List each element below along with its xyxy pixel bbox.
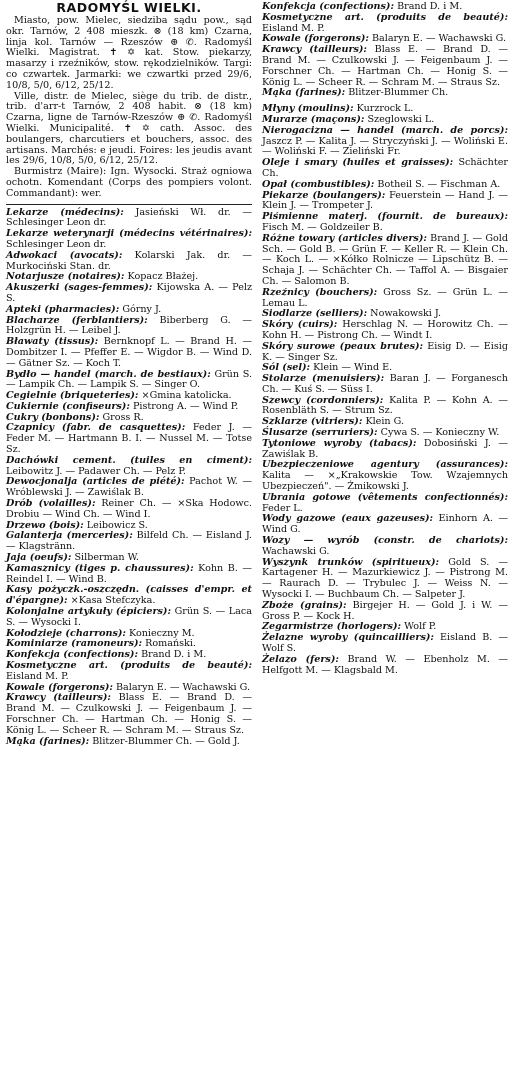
intro-french: Ville, distr. de Mielec, siège du trib. de distr., trib. d'arr-t Tarnów, 2 408 habit. ⊗ (18 km) Czarna, ligne de Tarnów-Rzeszów ⊕ ✆. Radomyśl Wielki. Municipalité. ✝ ✡ cath. Assoc. des boulangers, charcutiers et bouchers, assoc. des artisans. Marchés: e jeudi. Foires: les jeudis avant les 29/6, 10/8, 5/0, 6/12, 25/12. <box>6 90 252 167</box>
directory-entry <box>262 320 508 342</box>
trade-heading: Wody gazowe (eaux gazeuses): <box>262 513 434 525</box>
trade-heading: Akuszerki (sages-femmes): <box>6 282 153 294</box>
directory-entry <box>262 655 508 677</box>
entry-names: Schächter Ch. <box>262 157 508 179</box>
trade-heading: Tytoniowe wyroby (tabacs): <box>262 437 417 449</box>
directory-entry <box>262 13 508 35</box>
entry-names: Kalita P. — Kohn A. — Rosenbläth S. — Strum Sz. <box>262 394 508 417</box>
entry-names: Wachawski G. <box>262 545 330 557</box>
trade-heading: Galanterja (merceries): <box>6 530 133 542</box>
trade-heading: Opał (combustibles): <box>262 178 375 190</box>
entry-names: Jaszcz P. — Kalita J. — Stryczyński J. — Woliński E. — Woliński F. — Zieliński Fr. <box>262 135 508 158</box>
section-divider <box>6 204 252 205</box>
trade-heading: Drób (volailles): <box>6 498 96 510</box>
entry-names: ×Kasa Stefczyka. <box>70 595 156 607</box>
trade-heading: Rzeźnicy (bouchers): <box>262 286 378 298</box>
trade-heading: Skóry surowe (peaux brutes): <box>262 340 424 352</box>
entry-names: Baran J. — Forganesch Ch. — Kuś S. — Süss I. <box>262 373 508 395</box>
directory-entry <box>6 229 252 251</box>
trade-heading: Adwokaci (avocats): <box>6 249 123 261</box>
directory-entry <box>262 234 508 288</box>
entry-names: Kohn B. — Reindel I. — Wind B. <box>6 562 252 585</box>
trade-heading: Ślusarze (serruriers): <box>262 427 378 439</box>
trade-heading: Szewcy (cordonniers): <box>262 394 384 406</box>
entry-names: Feuerstein — Hand J. — Klein J. — Trompeter J. <box>262 189 508 212</box>
entry-names: Brand D. i M. <box>397 1 463 12</box>
trade-heading: Krawcy (tailleurs): <box>6 692 111 704</box>
trade-heading: Ubrania gotowe (vêtements confectionnés): <box>262 491 508 503</box>
trade-heading: Dachówki cement. (tuiles en ciment): <box>6 454 252 466</box>
directory-entry <box>262 493 508 515</box>
directory-entry <box>262 439 508 461</box>
trade-heading: Kasy pożyczk.-oszczędn. (caisses d'empr. et d'épargne): <box>6 584 252 607</box>
trade-heading: Cukry (bonbons): <box>6 411 100 423</box>
trade-heading: Kowale (forgerons): <box>6 681 113 693</box>
directory-entry <box>6 283 252 305</box>
entry-names: Romański. <box>145 638 196 650</box>
trade-heading: Żelazne wyroby (quincailliers): <box>262 632 434 644</box>
entry-names: Leibowicz S. <box>86 519 148 531</box>
trade-heading: Sól (sel): <box>262 362 311 374</box>
entry-names: Blass E. — Brand D. — Brand M. — Czulkowski J. — Feigenbaum J. — Forschner Ch. — Hartman Ch. — Honig S. — König L. — Scheer R. — Schram M. — Straus Sz. <box>262 44 508 88</box>
entry-names: Gross Sz. — Grün L. — Lemau L. <box>262 286 508 309</box>
trade-heading: Murarze (maçons): <box>262 113 365 125</box>
trade-heading: Szklarze (vitriers): <box>262 416 363 428</box>
trade-heading: Zboże (grains): <box>262 599 347 611</box>
trade-heading: Dewocjonalja (articles de piété): <box>6 476 185 488</box>
entry-names: Kopacz Błażej. <box>127 271 199 283</box>
directory-entry <box>262 88 508 99</box>
entry-names: Reiner Ch. — ×Ska Hodowc. Drobiu — Wind Ch. — Wind I. <box>6 498 252 520</box>
directory-entry <box>6 456 252 478</box>
entry-names: Klein G. <box>365 416 405 428</box>
trade-heading: Lekarze weterynarji (médecins vétérinaires): <box>6 228 252 240</box>
entry-names: Bilfeld Ch. — Eisland J. — Klagstränn. <box>6 530 252 553</box>
trade-heading: Konfekcja (confections): <box>6 649 139 661</box>
directory-entry <box>262 396 508 418</box>
trade-heading: Kamasznicy (tiges p. chaussures): <box>6 562 194 574</box>
trade-heading: Bławaty (tissus): <box>6 336 99 348</box>
trade-heading: Młyny (moulins): <box>262 103 354 115</box>
directory-entry <box>262 558 508 601</box>
entry-names: Kijowska A. — Pelz S. <box>6 282 252 304</box>
trade-heading: Kolonjalne artykuły (épiciers): <box>6 606 171 618</box>
entry-names: Blass E. — Brand D. — Brand M. — Czulkowski J. — Feigenbaum J. — Forschner Ch. — Hartman Ch. — Honig S. — König L. — Scheer R. — Schram M. — Straus Sz. <box>6 692 252 736</box>
entry-names: Szeglowski L. <box>367 113 435 125</box>
entry-names: Brand D. i M. <box>141 649 207 661</box>
trade-heading: Wyszynk trunków (spiritueux): <box>262 556 440 568</box>
directory-entry <box>6 370 252 392</box>
directory-entry <box>6 251 252 273</box>
entry-names: Brand W. — Ebenholz M. — Helfgott M. — Klagsbald M. <box>262 653 508 676</box>
directory-entry <box>262 536 508 558</box>
entry-names: Schlesinger Leon dr. <box>6 238 107 250</box>
trade-heading: Piśmienne materj. (fournit. de bureaux): <box>262 211 508 223</box>
trade-heading: Lekarze (médecins): <box>6 206 124 218</box>
trade-heading: Mąka (farines): <box>262 87 346 99</box>
entry-names: Górny J. <box>122 303 162 315</box>
entry-names: Herschlag N. — Horowitz Ch. — Kohn H. — Pistrong Ch. — Windt I. <box>262 319 508 341</box>
trade-heading: Apteki (pharmacies): <box>6 303 120 315</box>
trade-heading: Skóry (cuirs): <box>262 319 338 331</box>
directory-entry <box>6 477 252 499</box>
entry-names: ×Gmina katolicka. <box>141 390 232 402</box>
entry-names: Konieczny M. <box>129 627 195 639</box>
entry-names: Fisch M. — Goldzeiler B. <box>262 221 383 233</box>
trade-heading: Drzewo (bois): <box>6 519 84 531</box>
entry-names: Pachot W. — Wróblewski J. — Zawiślak B. <box>6 476 252 499</box>
trade-heading: Nierogacizna — handel (march. de porcs): <box>262 124 508 136</box>
trade-heading: Czapnicy (fabr. de casquettes): <box>6 422 186 434</box>
directory-entry <box>6 693 252 736</box>
directory-entry <box>6 661 252 683</box>
directory-entry <box>6 737 252 748</box>
trade-heading: Kosmetyczne art. (produits de beauté): <box>6 660 252 672</box>
directory-entry <box>6 499 252 521</box>
entry-names: Botheil S. — Fischman A. <box>377 178 501 190</box>
entry-names: Balaryn E. — Wachawski G. <box>116 681 250 693</box>
trade-heading: Kowale (forgerons): <box>262 33 369 45</box>
trade-heading: Różne towary (articles divers): <box>262 232 427 244</box>
entry-names: Gold S. — Kartagener H. — Mazurkiewicz J. — Pistrong M. — Raurach D. — Trybulec J. — Weiss N. — Wysocki I. — Buchbaum Ch. — Salpeter J. <box>262 556 508 601</box>
trade-heading: Krawcy (tailleurs): <box>262 44 367 56</box>
directory-entry <box>6 423 252 455</box>
right-entry-list <box>262 2 508 676</box>
entry-names: Eisland M. P. <box>262 22 325 34</box>
trade-heading: Jaja (oeufs): <box>6 552 72 564</box>
entry-names: Eisland B. — Wolf S. <box>262 632 508 655</box>
entry-names: Feder L. <box>262 502 303 514</box>
entry-names: Silberman W. <box>74 552 139 564</box>
entry-names: Leibowitz J. — Padawer Ch. — Pelz P. <box>6 465 186 477</box>
right-column <box>262 2 508 676</box>
entry-names: Wolf P. <box>404 621 437 633</box>
trade-heading: Kosmetyczne art. (produits de beauté): <box>262 11 508 23</box>
entry-names: Cywa S. — Konieczny W. <box>380 427 500 439</box>
trade-heading: Kominiarze (ramoneurs): <box>6 638 143 650</box>
trade-heading: Bydło — handel (march. de bestiaux): <box>6 368 211 380</box>
entry-names: Klein — Wind E. <box>313 362 393 374</box>
entry-names: Biberberg G. — Holzgrün H. — Leibel J. <box>6 314 252 337</box>
entry-names: Eisig D. — Eisig K. — Singer Sz. <box>262 340 508 363</box>
entry-names: Balaryn E. — Wachawski G. <box>372 33 506 45</box>
entry-names: Feder J. — Feder M. — Hartmann B. I. — Nussel M. — Totse Sz. <box>6 422 252 456</box>
intro-polish: Miasto, pow. Mielec, siedziba sądu pow., sąd okr. Tarnów, 2 408 mieszk. ⊗ (18 km) Czarna, linja kol. Tarnów — Rzeszów ⊕ ✆. Radomyśl Wielki. Magistrat. ✝ ✡ kat. Stow. piekarzy, masarzy i rzeźników, stow. rękodzielników. Targi: co czwartek. Jarmarki: we czwartki przed 29/6, 10/8, 5/0, 6/12, 25/12. <box>6 15 252 91</box>
directory-entry <box>262 212 508 234</box>
directory-entry <box>6 531 252 553</box>
directory-entry <box>6 316 252 338</box>
trade-heading: Wozy — wyrób (constr. de chariots): <box>262 535 508 547</box>
directory-entry <box>262 601 508 623</box>
trade-heading: Siodlarze (selliers): <box>262 308 368 320</box>
directory-entry <box>262 126 508 158</box>
trade-heading: Oleje i smary (huiles et graisses): <box>262 157 454 169</box>
directory-entry <box>262 514 508 536</box>
entry-names: Nowakowski J. <box>370 308 442 320</box>
entry-names: Bernknopf L. — Brand H. — Dombitzer I. — Pfeffer E. — Wigdor B. — Wind D. — Gätner Sz. — Koch T. <box>6 336 252 369</box>
entry-names: Grün S. — Lampik Ch. — Lampik S. — Singer O. <box>6 368 253 391</box>
entry-names: Kalita — ×„Krakowskie Tow. Wzajemnych Ubezpieczeń". — Żmikowski J. <box>262 470 508 493</box>
directory-entry <box>6 208 252 230</box>
trade-heading: Notarjusze (notaires): <box>6 271 125 283</box>
directory-entry <box>262 342 508 364</box>
directory-entry <box>262 288 508 310</box>
directory-entry <box>262 45 508 88</box>
directory-entry <box>262 158 508 180</box>
directory-entry <box>6 585 252 607</box>
entry-names: Gross R. <box>102 411 144 423</box>
trade-heading: Mąka (farines): <box>6 735 90 747</box>
entry-names: Blitzer-Blummer Ch. <box>348 87 449 99</box>
trade-heading: Kołodzieje (charrons): <box>6 627 126 639</box>
trade-heading: Cegielnie (briqueteries): <box>6 390 139 402</box>
entry-names: Jasieński Wł. dr. — Schlesinger Leon dr. <box>6 206 252 229</box>
left-entry-list <box>6 208 252 748</box>
trade-heading: Piekarze (boulangers): <box>262 189 386 201</box>
entry-names: Pistrong A. — Wind P. <box>132 400 239 412</box>
directory-entry <box>262 460 508 492</box>
directory-entry <box>6 337 252 369</box>
entry-names: Blitzer-Blummer Ch. — Gold J. <box>92 735 240 747</box>
entry-names: Eisland M. P. <box>6 670 69 682</box>
entry-names: Birgejer H. — Gold J. i W. — Gross P. — Kock H. <box>262 599 509 622</box>
left-column <box>6 0 252 747</box>
entry-names: Einhorn A. — Wind G. <box>262 513 508 536</box>
entry-names: Grün S. — Laca S. — Wysocki I. <box>6 606 252 628</box>
trade-heading: Cukiernie (confiseurs): <box>6 400 130 412</box>
directory-entry <box>262 374 508 396</box>
entry-names: Kolarski Jak. dr. — Murkociński Stan. dr. <box>6 249 252 272</box>
trade-heading: Stolarze (menuisiers): <box>262 373 385 385</box>
entry-names: Kurzrock L. <box>356 103 414 115</box>
intro-officials: Burmistrz (Maire): Ign. Wysocki. Straż ogniowa ochotn. Komendant (Corps des pompiers volont. Commandant): wer. <box>6 166 252 199</box>
trade-heading: Konfekcja (confections): <box>262 1 395 12</box>
directory-entry <box>6 607 252 629</box>
entry-names: Brand J. — Gold Sch. — Gold B. — Grün F. — Keller R. — Klein Ch. — Koch L. — ×Kółko Rolnicze — Lipschütz B. — Schaja J. — Schächter Ch. — Taffol A. — Bisgaier Ch. — Salomon B. <box>262 232 508 287</box>
trade-heading: Zegarmistrze (horlogers): <box>262 621 402 633</box>
entry-names: Dobosiński J. — Zawiślak B. <box>262 437 508 460</box>
trade-heading: Żelazo (fers): <box>262 653 339 665</box>
directory-entry <box>262 633 508 655</box>
directory-entry <box>262 191 508 213</box>
trade-heading: Blacharze (ferblantiers): <box>6 314 148 326</box>
town-title: RADOMYŚL WIELKI. <box>56 0 202 15</box>
directory-entry <box>6 564 252 586</box>
trade-heading: Ubezpieczeniowe agentury (assurances): <box>262 459 508 471</box>
